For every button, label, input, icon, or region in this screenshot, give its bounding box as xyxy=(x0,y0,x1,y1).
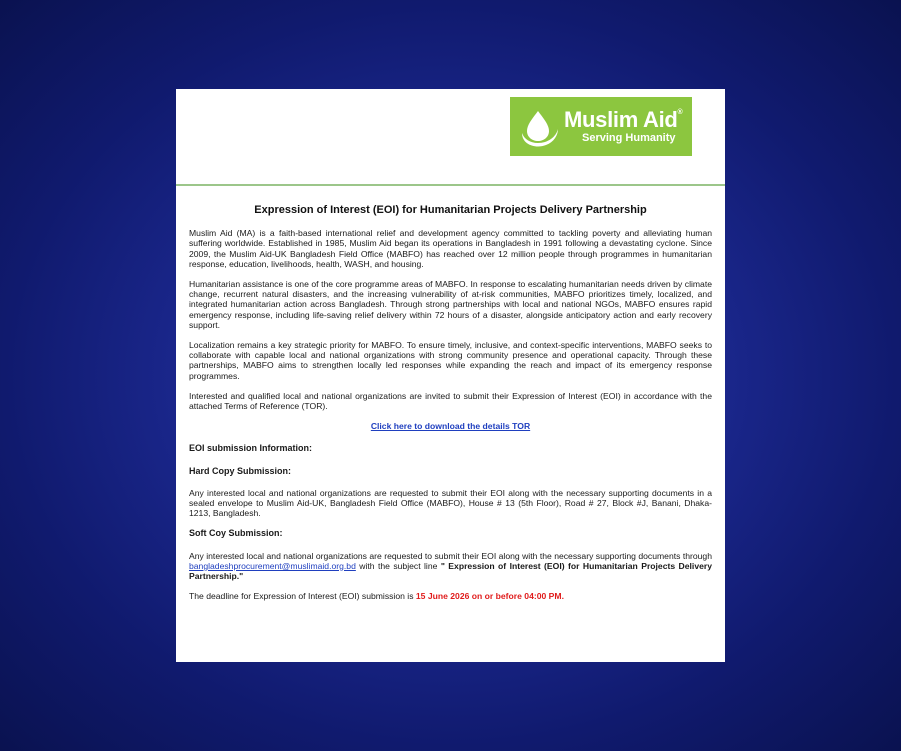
eoi-document xyxy=(176,89,725,662)
eoi-submission-heading: EOI submission Information: xyxy=(189,443,313,454)
deadline-prefix: The deadline for Expression of Interest (EOI) submission is xyxy=(189,591,416,602)
soft-copy-text-before: Any interested local and national organizations are requested to submit their EOI along with the necessary supporting documents through xyxy=(189,550,712,561)
tor-link-container xyxy=(189,421,712,431)
logo-tagline: Serving Humanity xyxy=(582,132,676,144)
paragraph-humanitarian: Humanitarian assistance is one of the core programme areas of MABFO. In response to escalating humanitarian needs driven by climate change, recurrent natural disasters, and the increasing vulnerability of at-risk communities, MABFO prioritizes timely, localized, and integrated humanitarian action across Bangladesh. Through strong partnerships with local and national NGOs, MABFO ensures rapid emergency response, including life-saving relief delivery within 72 hours of a disaster, alongside anticipatory action and early recovery support. xyxy=(189,279,712,330)
droplet-swoosh-icon xyxy=(516,105,560,149)
deadline-text xyxy=(189,591,712,601)
deadline-date: 15 June 2026 on or before 04:00 PM. xyxy=(415,591,564,602)
soft-copy-text xyxy=(189,551,712,582)
soft-copy-text-middle: with the subject line xyxy=(355,560,441,571)
paragraph-intro: Muslim Aid (MA) is a faith-based international relief and development agency committed to tackling poverty and alleviating human suffering worldwide. Established in 1985, Muslim Aid began its operations in Bangladesh in 1991 following a devastating cyclone. Since 2009, the Muslim Aid-UK Bangladesh Field Office (MABFO) has reached over 12 million people through programmes in humanitarian response, education, livelihoods, health, WASH, and housing. xyxy=(189,228,712,269)
document-header xyxy=(176,89,725,186)
page-title: Expression of Interest (EOI) for Humanitarian Projects Delivery Partnership xyxy=(254,204,647,216)
soft-copy-subject: " Expression of Interest (EOI) for Humanitarian Projects Delivery Partnership." xyxy=(189,560,712,582)
paragraph-localization: Localization remains a key strategic priority for MABFO. To ensure timely, inclusive, and context-specific interventions, MABFO seeks to collaborate with capable local and national organizations with strong community presence and operational capacity. Through these partnerships, MABFO aims to strengthen locally led responses while expanding the reach and impact of its emergency response programmes. xyxy=(189,340,712,381)
hard-copy-heading: Hard Copy Submission: xyxy=(189,465,292,476)
logo-name: Muslim Aid xyxy=(564,107,678,132)
logo-registered-mark: ® xyxy=(677,109,683,116)
document-body xyxy=(176,205,725,601)
download-tor-link[interactable]: Click here to download the details TOR xyxy=(370,421,531,432)
paragraph-invitation: Interested and qualified local and national organizations are invited to submit their Expression of Interest (EOI) in accordance with the attached Terms of Reference (TOR). xyxy=(189,390,712,412)
muslim-aid-logo xyxy=(510,97,692,156)
hard-copy-text: Any interested local and national organizations are requested to submit their EOI along with the necessary supporting documents in a sealed envelope to Muslim Aid-UK, Bangladesh Field Office (MABFO), House # 13 (5th Floor), Road # 27, Block #J, Banani, Dhaka-1213, Bangladesh. xyxy=(189,487,712,519)
soft-copy-heading: Soft Coy Submission: xyxy=(189,528,283,539)
procurement-email-link[interactable]: bangladeshprocurement@muslimaid.org.bd xyxy=(189,560,356,571)
